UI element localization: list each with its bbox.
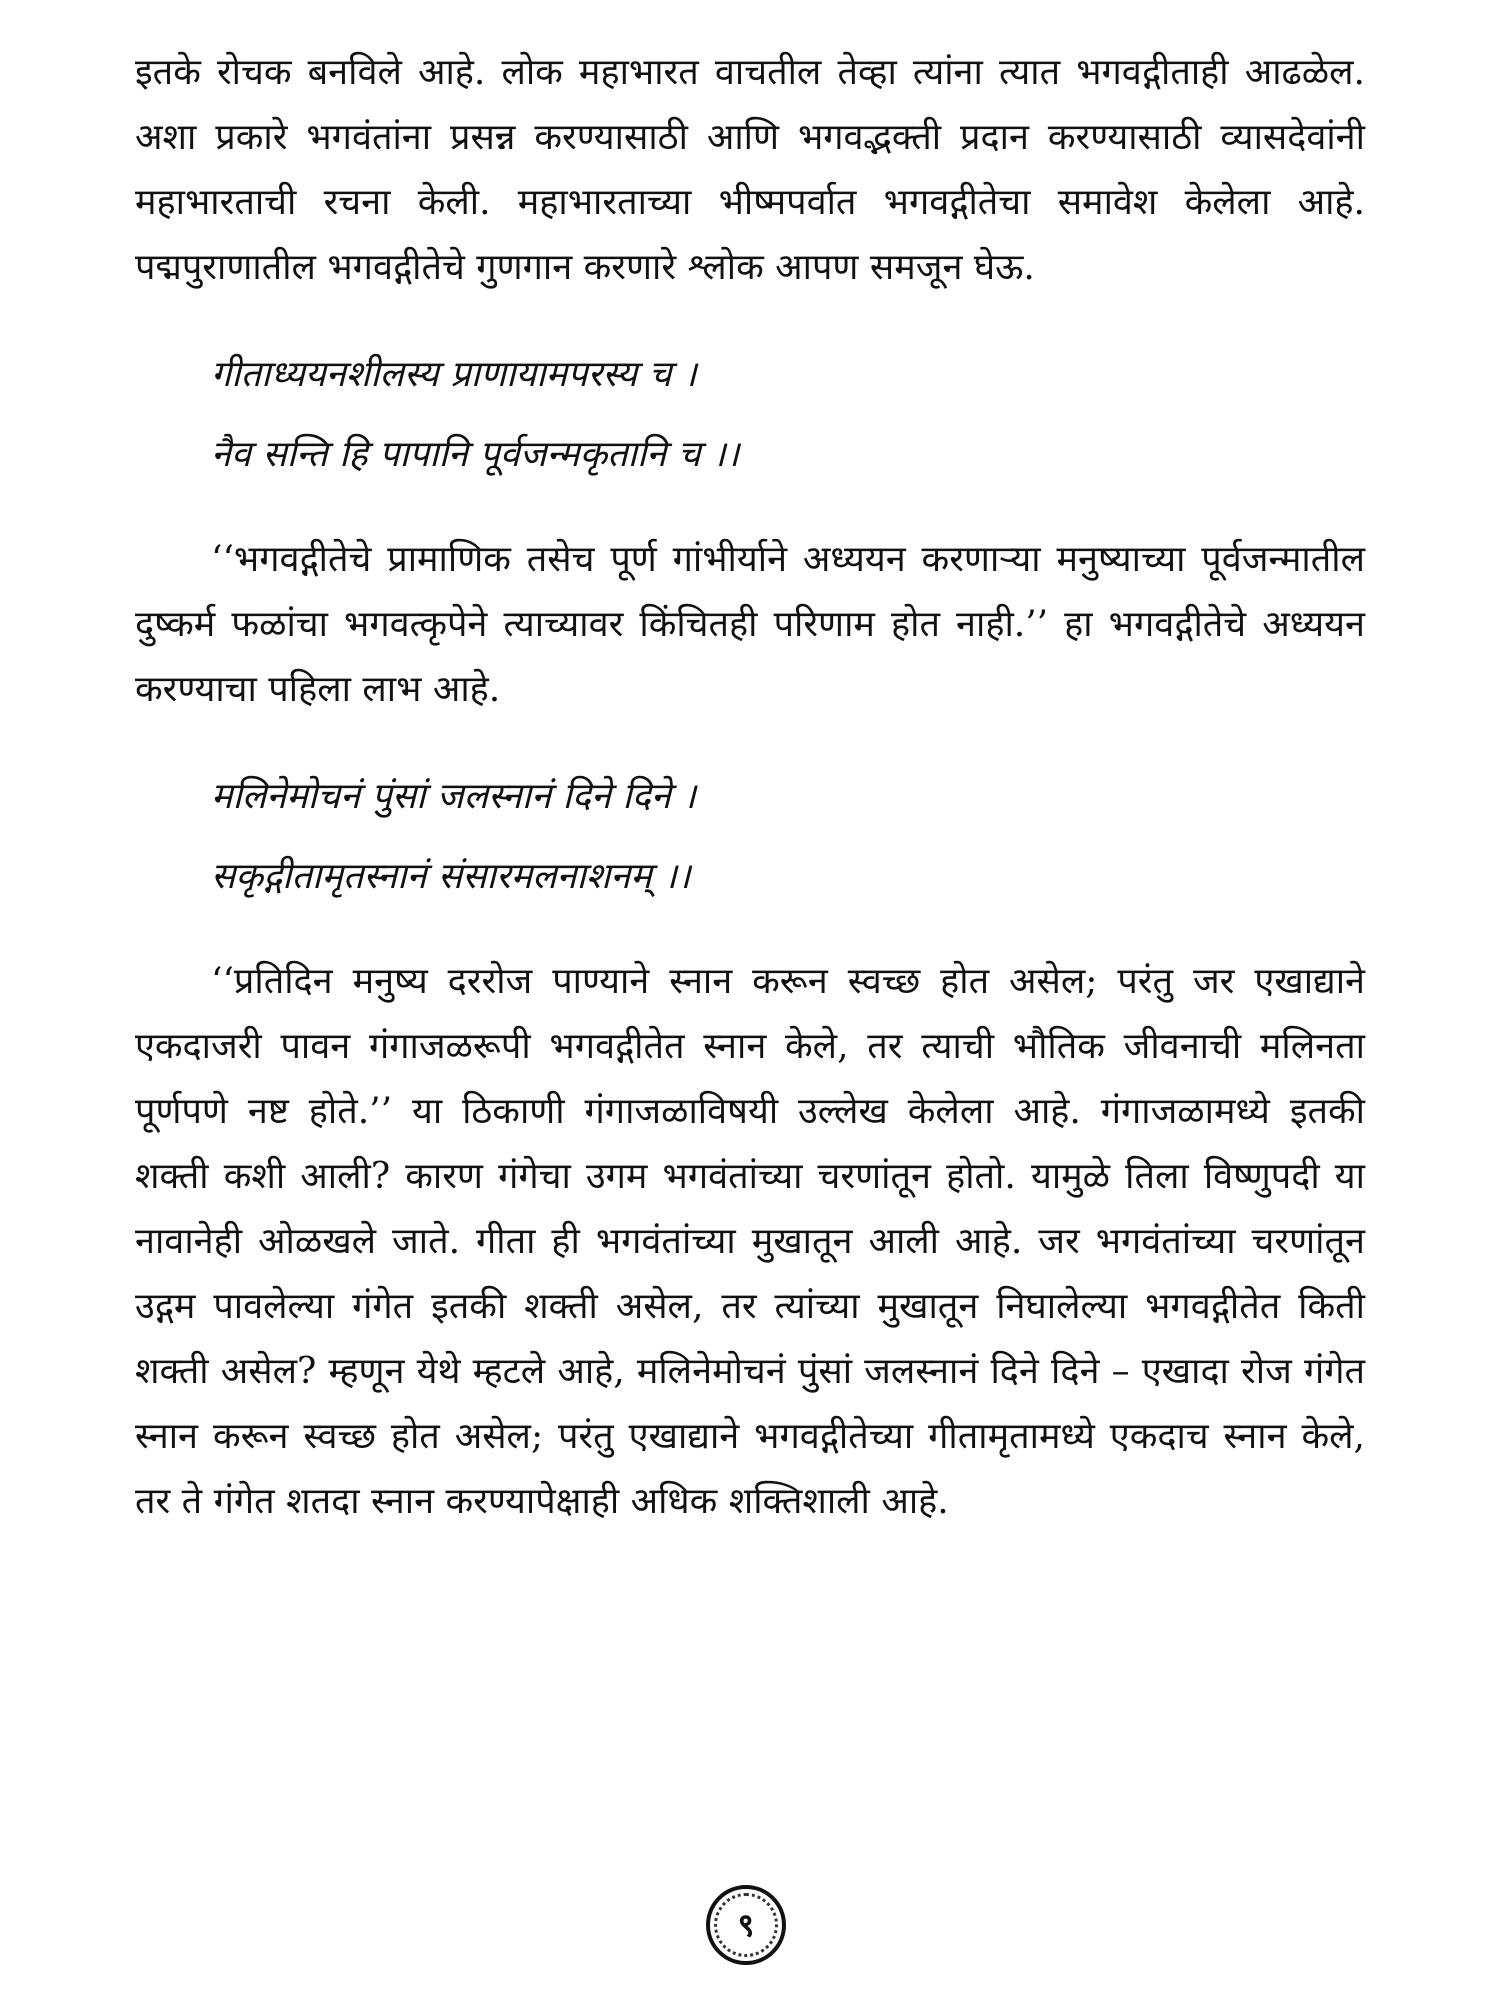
paragraph-verse-1-meaning: ‘‘भगवद्गीतेचे प्रामाणिक तसेच पूर्ण गांभीर्याने अध्ययन करणाऱ्या मनुष्याच्या पूर्वजन्मातील दुष्कर्म फळांचा भगवत्कृपेने त्याच्यावर किंचितही परिणाम होत नाही.’’ हा भगवद्गीतेचे अध्ययन करण्याचा पहिला लाभ आहे.	[135, 539, 1365, 710]
verse-block-1	[211, 335, 1365, 495]
paragraph-intro: इतके रोचक बनविले आहे. लोक महाभारत वाचतील तेव्हा त्यांना त्यात भगवद्गीताही आढळेल. अशा प्रकारे भगवंतांना प्रसन्न करण्यासाठी आणि भगवद्भक्ती प्रदान करण्यासाठी व्यासदेवांनी महाभारताची रचना केली. महाभारताच्या भीष्मपर्वात भगवद्गीतेचा समावेश केलेला आहे. पद्मपुराणातील भगवद्गीतेचे गुणगान करणारे श्लोक आपण समजून घेऊ.	[135, 52, 1365, 288]
page-number: ९	[737, 1906, 755, 1944]
verse-2-line-1: मलिनेमोचनं पुंसां जलस्नानं दिने दिने ।	[211, 776, 696, 817]
page-body	[135, 40, 1365, 1569]
verse-1-line-1: गीताध्ययनशीलस्य प्राणायामपरस्य च ।	[211, 354, 697, 395]
paragraph-verse-2-meaning: ‘‘प्रतिदिन मनुष्य दररोज पाण्याने स्नान करून स्वच्छ होत असेल; परंतु जर एखाद्याने एकदाजरी पावन गंगाजळरूपी भगवद्गीतेत स्नान केले, तर त्याची भौतिक जीवनाची मलिनता पूर्णपणे नष्ट होते.’’ या ठिकाणी गंगाजळाविषयी उल्लेख केलेला आहे. गंगाजळामध्ये इतकी शक्ती कशी आली? कारण गंगेचा उगम भगवंतांच्या चरणांतून होतो. यामुळे तिला विष्णुपदी या नावानेही ओळखले जाते. गीता ही भगवंतांच्या मुखातून आली आहे. जर भगवंतांच्या चरणांतून उद्गम पावलेल्या गंगेत इतकी शक्ती असेल, तर त्यांच्या मुखातून निघालेल्या भगवद्गीतेत किती शक्ती असेल? म्हणून येथे म्हटले आहे, मलिनेमोचनं पुंसां जलस्नानं दिने दिने – एखादा रोज गंगेत स्नान करून स्वच्छ होत असेल; परंतु एखाद्याने भगवद्गीतेच्या गीतामृतामध्ये एकदाच स्नान केले, तर ते गंगेत शतदा स्नान करण्यापेक्षाही अधिक शक्तिशाली आहे.	[135, 961, 1365, 1522]
verse-block-2	[211, 757, 1365, 917]
page-number-badge	[706, 1885, 786, 1965]
verse-1-line-2: नैव सन्ति हि पापानि पूर्वजन्मकृतानि च ।।	[211, 434, 740, 475]
verse-2-line-2: सकृद्गीतामृतस्नानं संसारमलनाशनम् ।।	[211, 856, 691, 897]
